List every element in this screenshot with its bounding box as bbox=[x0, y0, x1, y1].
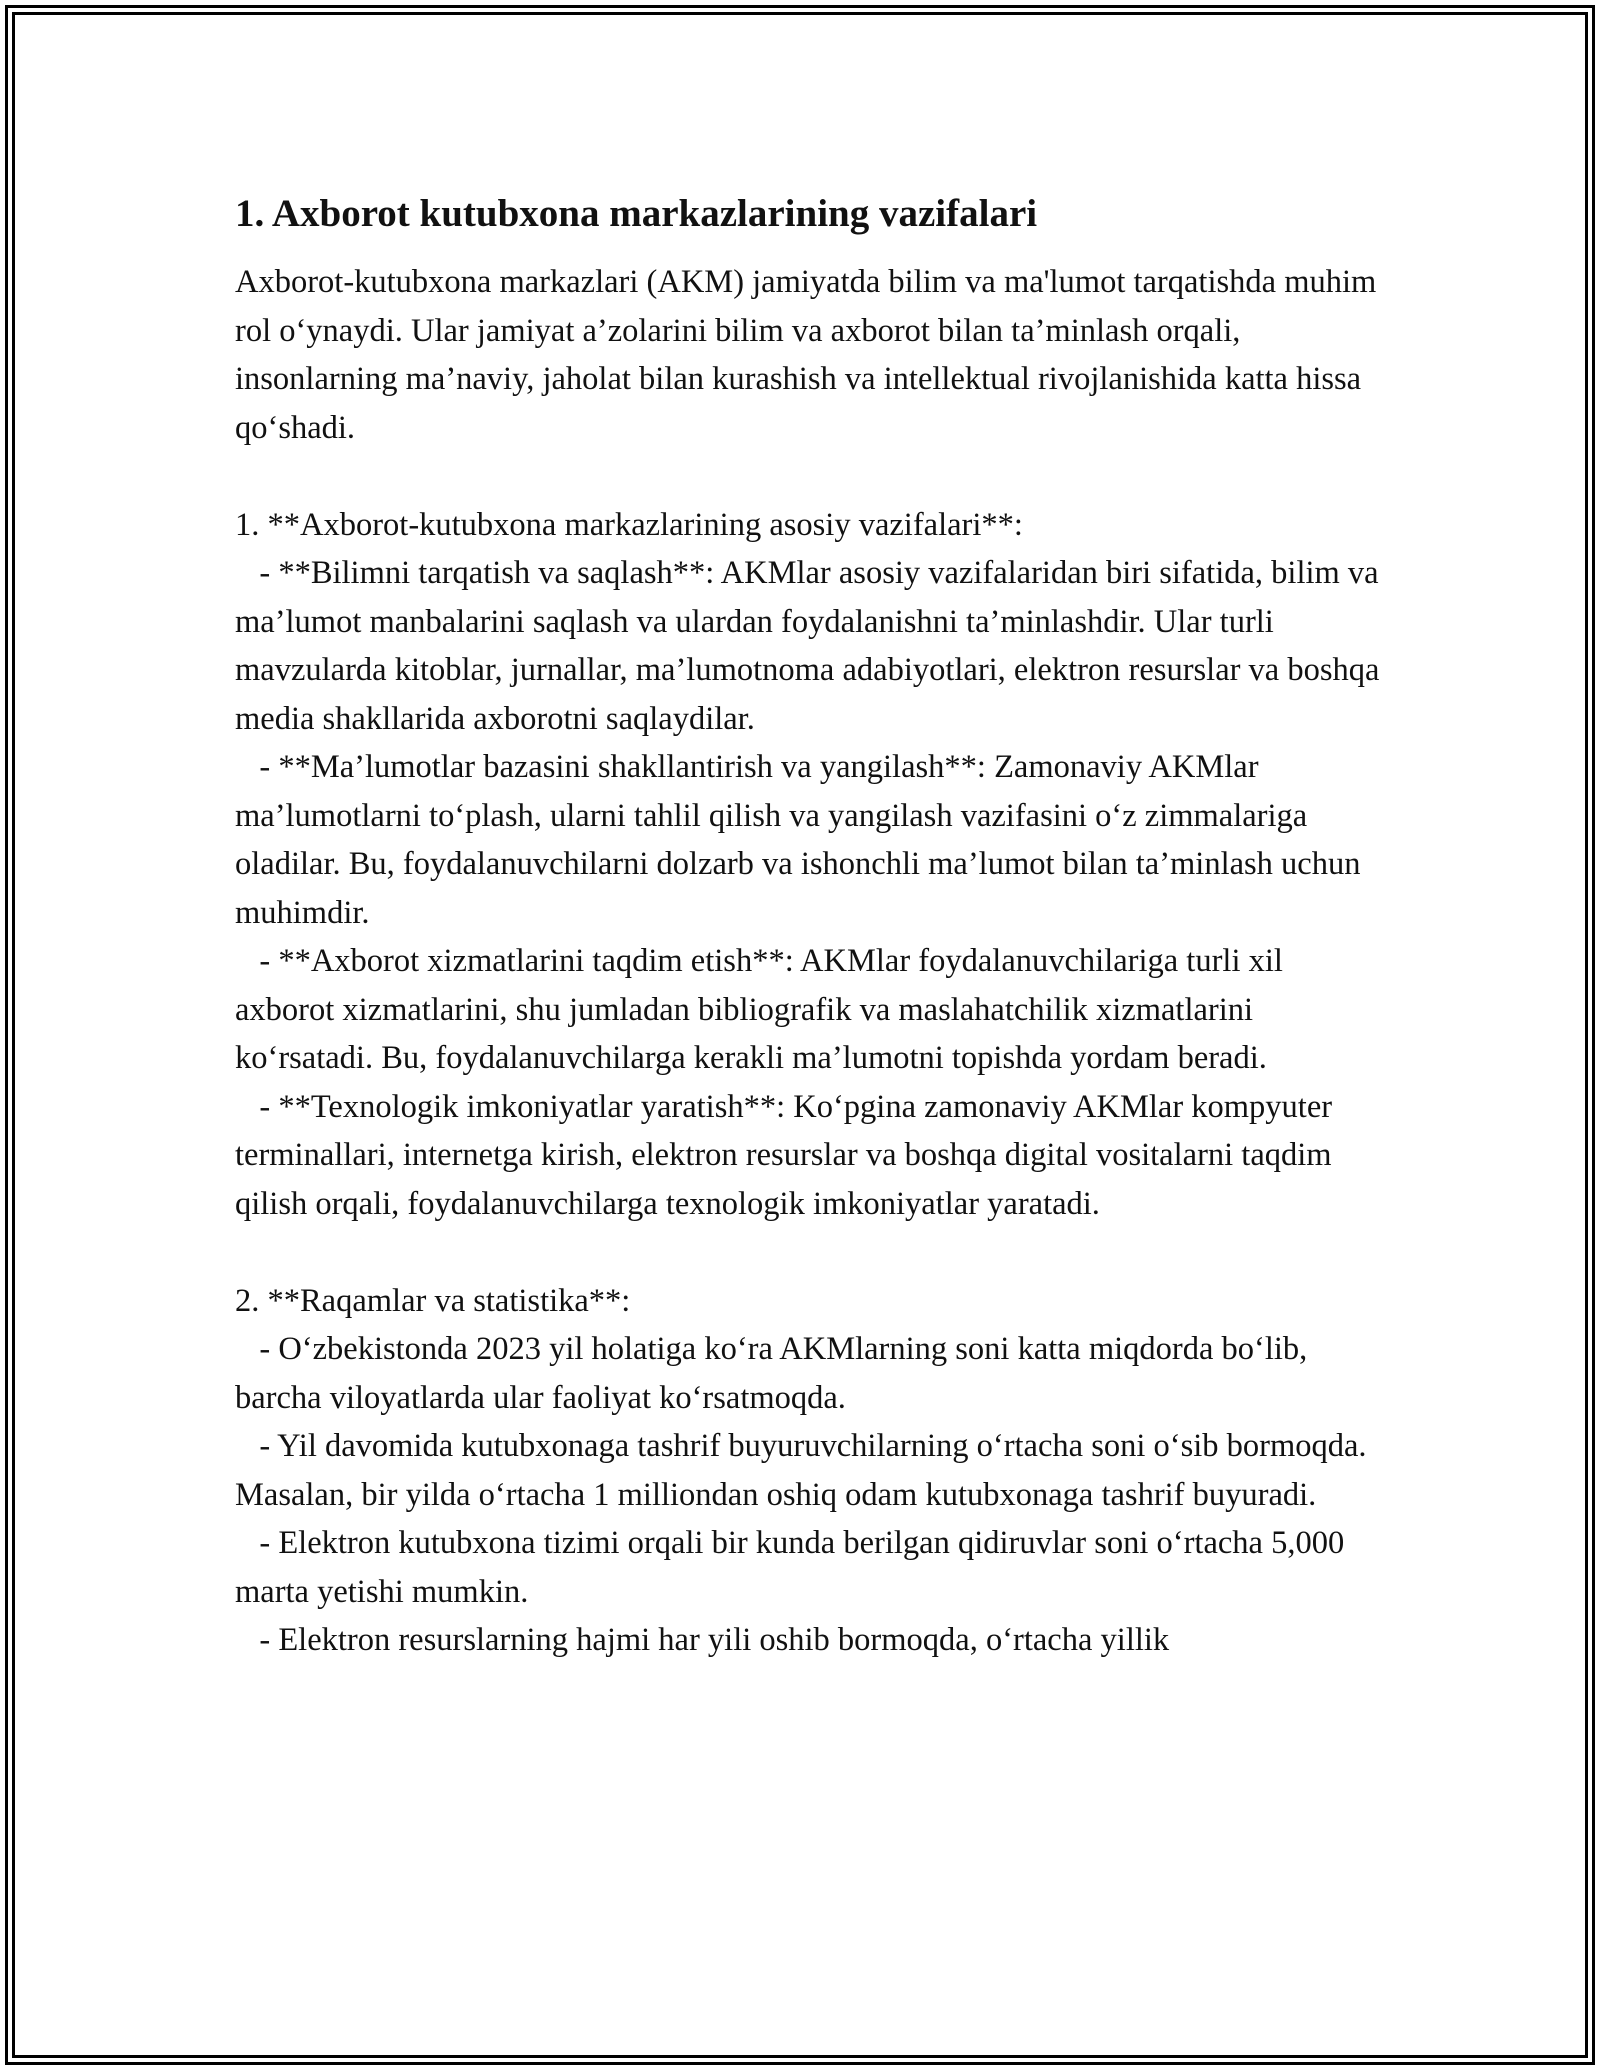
section2-heading: 2. **Raqamlar va statistika**: bbox=[235, 1282, 631, 1319]
list-item-tashrif-buyuruvchilar: - Yil davomida kutubxonaga tashrif buyuruvchilarning o‘rtacha soni o‘sib bormoqda. Masalan, bir yilda o‘rtacha 1 milliondan oshiq odam kutubxonaga tashrif buyuradi. bbox=[235, 1428, 1375, 1513]
intro-paragraph: Axborot-kutubxona markazlari (AKM) jamiyatda bilim va ma'lumot tarqatishda muhim rol o‘ynaydi. Ular jamiyat a’zolarini bilim va axborot bilan ta’minlash orqali, insonlarning ma’naviy, jaholat bilan kurashish va intellektual rivojlanishida katta hissa qo‘shadi. bbox=[235, 264, 1385, 446]
list-item-malumotlar-bazasi: - **Ma’lumotlar bazasini shakllantirish va yangilash**: Zamonaviy AKMlar ma’lumotlarni to‘plash, ularni tahlil qilish va yangilash vazifasini o‘z zimmalariga oladilar. Bu, foydalanuvchilarni dolzarb va ishonchli ma’lumot bilan ta’minlash uchun muhimdir. bbox=[235, 749, 1369, 931]
paragraph-spacer bbox=[235, 1228, 1385, 1277]
list-item-qidiruvlar-soni: - Elektron kutubxona tizimi orqali bir kunda berilgan qidiruvlar soni o‘rtacha 5,000 marta yetishi mumkin. bbox=[235, 1525, 1353, 1610]
list-item-bilimni-tarqatish: - **Bilimni tarqatish va saqlash**: AKMlar asosiy vazifalaridan biri sifatida, bilim va ma’lumot manbalarini saqlash va ulardan foydalanishni ta’minlashdir. Ular turli mavzularda kitoblar, jurnallar, ma’lumotnoma adabiyotlari, elektron resurslar va boshqa media shakllarida axborotni saqlaydilar. bbox=[235, 555, 1388, 737]
document-body bbox=[235, 184, 1388, 1665]
list-item-axborot-xizmatlari: - **Axborot xizmatlarini taqdim etish**: AKMlar foydalanuvchilariga turli xil axborot xizmatlarini, shu jumladan bibliografik va maslahatchilik xizmatlarini ko‘rsatadi. Bu, foydalanuvchilarga kerakli ma’lumotni topishda yordam beradi. bbox=[235, 943, 1292, 1076]
list-item-texnologik-imkoniyatlar: - **Texnologik imkoniyatlar yaratish**: Ko‘pgina zamonaviy AKMlar kompyuter terminallari, internetga kirish, elektron resurslar va boshqa digital vositalarni taqdim qilish orqali, foydalanuvchilarga texnologik imkoniyatlar yaratadi. bbox=[235, 1088, 1341, 1222]
list-item-elektron-resurslar: - Elektron resurslarning hajmi har yili oshib bormoqda, o‘rtacha yillik bbox=[235, 1622, 1170, 1658]
document-title: 1. Axborot kutubxona markazlarining vazifalari bbox=[235, 192, 1038, 235]
paragraph-spacer bbox=[235, 452, 1385, 501]
list-item-akm-soni: - O‘zbekistonda 2023 yil holatiga ko‘ra AKMlarning soni katta miqdorda bo‘lib, barcha viloyatlarda ular faoliyat ko‘rsatmoqda. bbox=[235, 1331, 1316, 1416]
section1-heading: 1. **Axborot-kutubxona markazlarining asosiy vazifalari**: bbox=[235, 506, 1023, 543]
